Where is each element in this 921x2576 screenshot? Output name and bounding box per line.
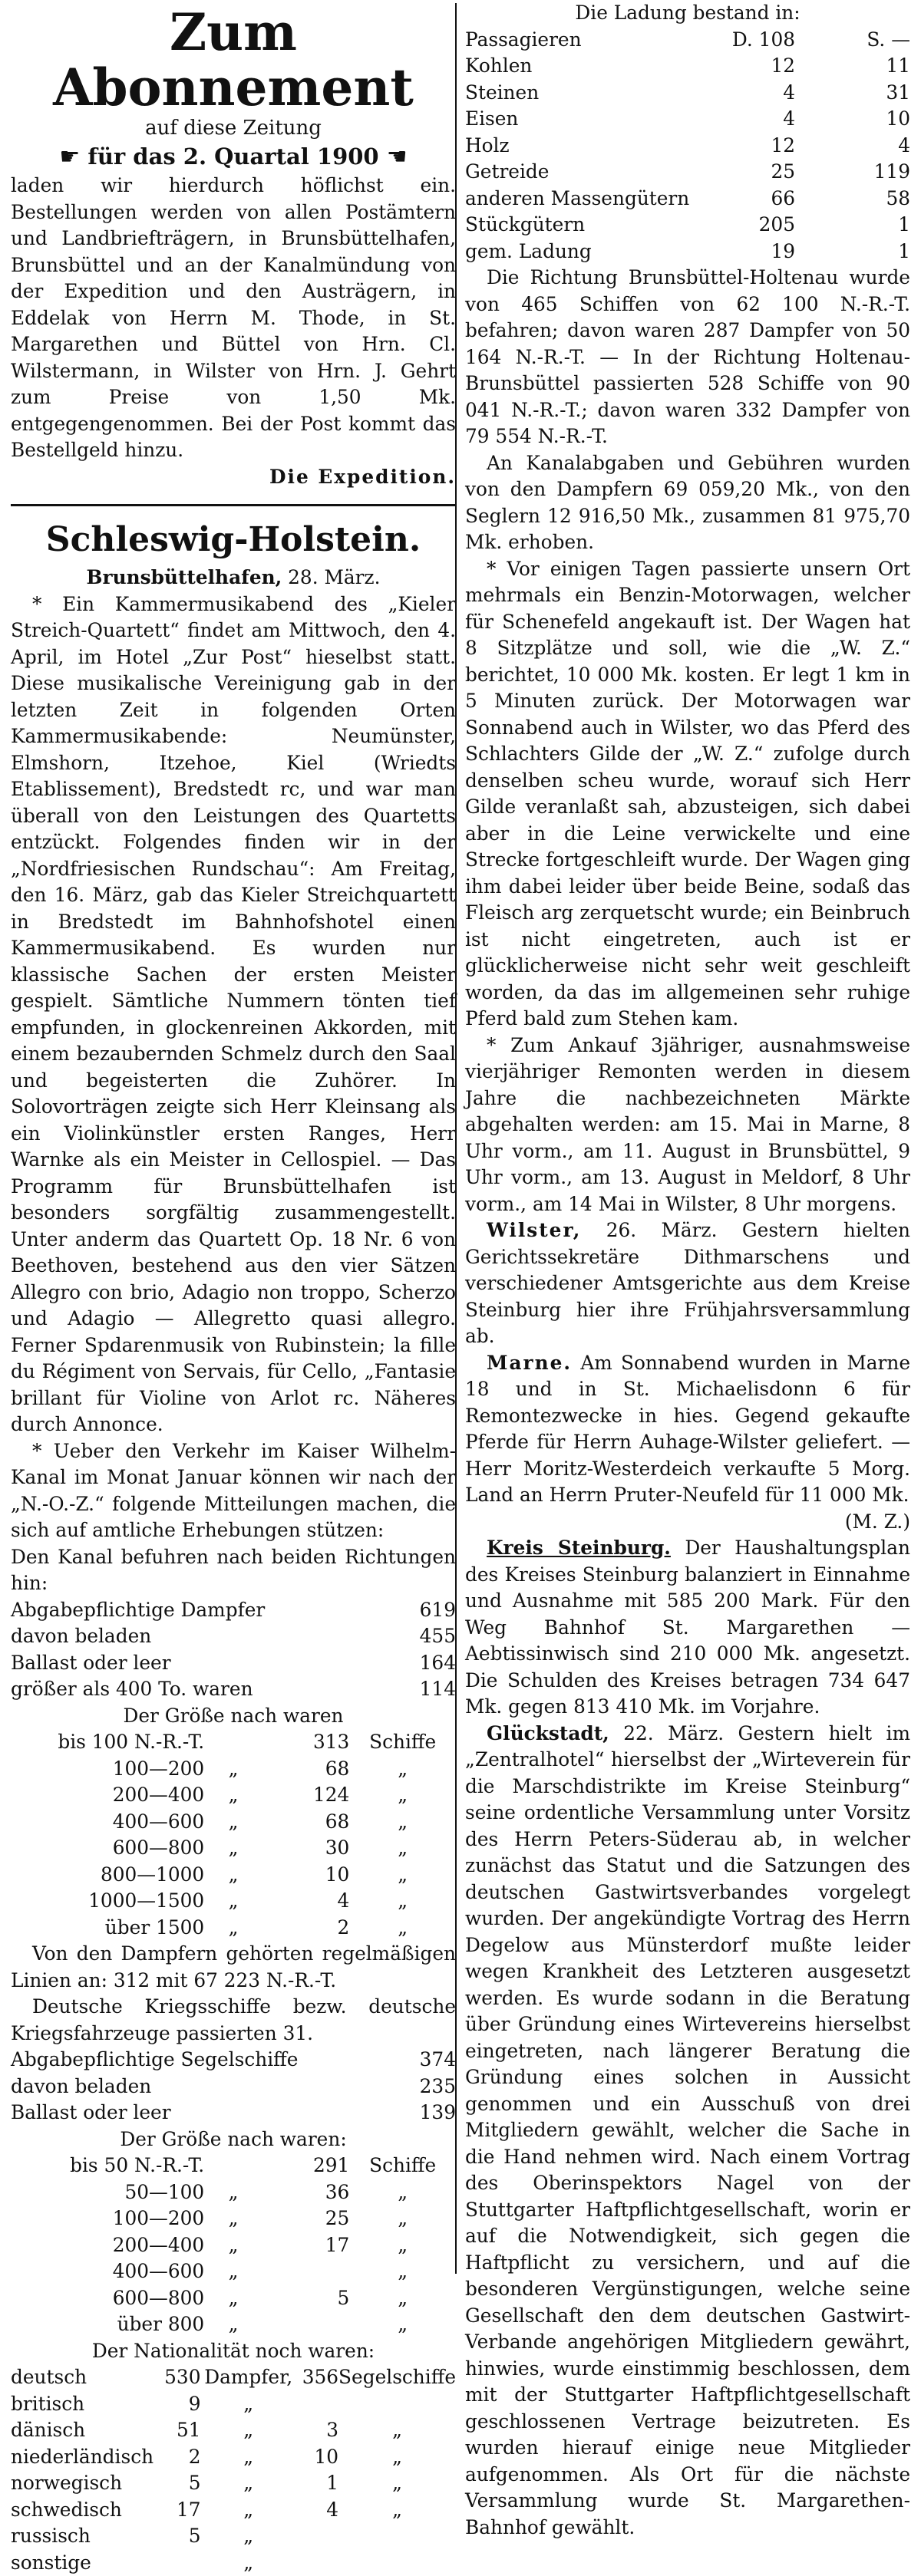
table-row xyxy=(11,1623,456,1650)
row-label: Abgabepflichtige Dampfer xyxy=(11,1597,400,1624)
size-unit: „ xyxy=(349,2179,456,2206)
table-row xyxy=(11,1915,456,1942)
glueckstadt-text: Gestern hielt im „Zentralhotel“ hierselbst der „Wirteverein für die Marschdistrikte im Kreise Steinburg“ seine ordentliche Versammlung unter Vorsitz des Herrn Peters-Süderau ab, in welcher zunächst das Statut und die Satzungen des deutschen Gastwirtsverbandes vorgelegt wurden. Der angekündigte Vortrag des Herrn Degelow aus Münsterdorf mußte leider wegen Krankheit des Letzteren ausgesetzt werden. Es wurde sodann in die Beratung über Gründung eines Wirtevereins hierselbst eingetreten, nach längerer Beratung die Gründung eines solchen in Aussicht genommen und ein Ausschuß von drei Mitgliedern gewählt, welcher die Sache in die Hand nehmen wird. Nach einem Vortrag des Oberinspektors Nagel von der Stuttgarter Haftpflichtgesellschaft, worin er auf die Notwendigkeit, sich gegen die Haftpflicht zu versichern, und auf die besonderen Vergünstigungen, welche seine Gesellschaft den dem deutschen Gastwirt-Verbande angehörigen Mitgliedern gewährt, hinwies, wurde einstimmig beschlossen, dem mit der Stuttgarter Haftpflichtgesellschaft geschlossenen Vertrage beizutreten. Es wurden hierauf einige neue Mitglieder aufgenommen. Als Ort für die nächste Versammlung wurde St. Margarethen-Bahnhof gewählt. xyxy=(465,1722,910,2538)
dateline xyxy=(11,565,456,591)
ladung-segel: 31 xyxy=(795,80,910,107)
size-unit: Schiffe xyxy=(349,1729,456,1756)
size-unit: „ xyxy=(349,1915,456,1942)
groesse-table xyxy=(11,1729,456,1941)
size-value xyxy=(262,2311,349,2338)
table-row xyxy=(465,27,910,54)
table-row xyxy=(465,133,910,160)
row-value: 139 xyxy=(406,2100,456,2126)
nation-dampfer: 9 xyxy=(154,2391,200,2418)
dampfer-table xyxy=(11,1597,456,1703)
nation-segel xyxy=(296,2391,338,2418)
size-range: bis 100 N.-R.-T. xyxy=(11,1729,204,1756)
right-column xyxy=(465,0,910,2541)
nation-name: schwedisch xyxy=(11,2497,154,2524)
richtung-text: Die Richtung Brunsbüttel-Holtenau wurde von 465 Schiffen von 62 100 N.-R.-T. befahren; davon waren 287 Dampfer von 50 164 N.-R.-T. — In der Richtung Holtenau-Brunsbüttel passierten 528 Schiffe von 90 041 N.-R.-T.; davon waren 332 Dampfer von 79 554 N.-R.-T. xyxy=(465,265,910,450)
section-rule xyxy=(11,504,456,506)
table-row xyxy=(11,2074,456,2100)
ladung-table xyxy=(465,27,910,265)
wilster-place: Wilster, xyxy=(487,1219,581,1241)
table-row xyxy=(11,1597,456,1624)
nation-name: deutsch xyxy=(11,2364,154,2391)
nation-segel: 10 xyxy=(296,2444,338,2471)
row-value: 114 xyxy=(400,1676,456,1703)
ladung-segel: 58 xyxy=(795,186,910,212)
ladung-dampfer: 12 xyxy=(695,133,795,160)
segel-groesse-heading: Der Größe nach waren: xyxy=(11,2126,456,2153)
ladung-heading: Die Ladung bestand in: xyxy=(465,0,910,27)
nation-dampfer-unit: „ xyxy=(201,2550,296,2576)
row-label: Ballast oder leer xyxy=(11,1650,400,1677)
nation-segel-unit: „ xyxy=(338,2470,456,2497)
nation-segel xyxy=(296,2523,338,2550)
size-value: 36 xyxy=(262,2179,349,2206)
subscription-body: laden wir hierdurch höflichst ein. Bestellungen werden von allen Postämtern und Landbriefträgern, in Brunsbüttelhafen, Brunsbüttel und an der Kanalmündung von der Expedition und den Austrägern, in Eddelak von Herrn M. Thode, in St. Margarethen und Büttel von Hrn. Cl. Wilstermann, in Wilster von Hrn. J. Gehrt zum Preise von 1,50 Mk. entgegengenommen. Bei der Post kommt das Bestellgeld hinzu. xyxy=(11,173,456,464)
steinburg-text: Der Haushaltungsplan des Kreises Steinburg balanziert in Einnahme und Ausnahme mit 585 200 Mark. Für den Weg Bahnhof St. Margarethen — Aebtissinwisch sind 210 000 Mk. angesetzt. Die Schulden des Kreises betragen 734 647 Mk. gegen 813 410 Mk. im Vorjahre. xyxy=(465,1537,910,1718)
ladung-dampfer: 205 xyxy=(695,212,795,239)
ladung-segel: 4 xyxy=(795,133,910,160)
nation-segel: 4 xyxy=(296,2497,338,2524)
nation-segel-unit xyxy=(338,2523,456,2550)
ladung-name: gem. Ladung xyxy=(465,239,695,265)
table-row xyxy=(11,2470,456,2497)
dateline-place: Brunsbüttelhafen, xyxy=(87,566,282,588)
article-wilster xyxy=(465,1217,910,1350)
size-value: 68 xyxy=(262,1756,349,1783)
segel-groesse-table xyxy=(11,2153,456,2338)
ladung-dampfer: 19 xyxy=(695,239,795,265)
table-row xyxy=(11,2285,456,2312)
marne-source: (M. Z.) xyxy=(465,1509,910,1536)
glueckstadt-place: Glückstadt, xyxy=(487,1722,609,1744)
nation-dampfer-unit: „ xyxy=(201,2417,296,2444)
row-value: 164 xyxy=(400,1650,456,1677)
ladung-name: Holz xyxy=(465,133,695,160)
table-row xyxy=(11,2232,456,2259)
size-unit: „ xyxy=(349,2232,456,2259)
ditto-mark: „ xyxy=(204,1782,262,1809)
groesse-heading: Der Größe nach waren xyxy=(11,1703,456,1730)
table-row xyxy=(465,106,910,133)
row-value: 235 xyxy=(406,2074,456,2100)
wilster-date: 26. März. xyxy=(606,1219,718,1241)
ladung-segel: 11 xyxy=(795,53,910,80)
ladung-dampfer: 25 xyxy=(695,159,795,186)
table-row xyxy=(11,1782,456,1809)
ladung-dampfer: 66 xyxy=(695,186,795,212)
ladung-name: anderen Massengütern xyxy=(465,186,695,212)
ladung-name: Getreide xyxy=(465,159,695,186)
nation-segel: 1 xyxy=(296,2470,338,2497)
ditto-mark: „ xyxy=(204,2258,262,2285)
ditto-mark: „ xyxy=(204,1888,262,1915)
table-row xyxy=(11,2311,456,2338)
size-value: 30 xyxy=(262,1835,349,1862)
table-row xyxy=(11,1676,456,1703)
nation-name: britisch xyxy=(11,2391,154,2418)
ditto-mark: „ xyxy=(204,1835,262,1862)
table-row xyxy=(11,1650,456,1677)
nation-segel-unit: Segelschiffe xyxy=(338,2364,456,2391)
nation-name: dänisch xyxy=(11,2417,154,2444)
kriegsschiffe-text: Deutsche Kriegsschiffe bezw. deutsche Kriegsfahrzeuge passierten 31. xyxy=(11,1994,456,2047)
size-range: 800—1000 xyxy=(11,1862,204,1889)
row-value: 374 xyxy=(406,2047,456,2074)
nation-dampfer: 17 xyxy=(154,2497,200,2524)
subscription-subheading: auf diese Zeitung xyxy=(11,115,456,141)
nation-dampfer-unit: Dampfer, xyxy=(201,2364,296,2391)
size-unit: „ xyxy=(349,1782,456,1809)
table-row xyxy=(11,1862,456,1889)
row-label: davon beladen xyxy=(11,1623,400,1650)
ladung-dampfer: 4 xyxy=(695,80,795,107)
ditto-mark: „ xyxy=(204,2205,262,2232)
wilster-text: Gestern hielten Gerichtssekretäre Dithmarschens und verschiedener Amtsgerichte aus dem Kreise Steinburg hier ihre Frühjahrsversammlung ab. xyxy=(465,1219,910,1347)
row-value: 619 xyxy=(400,1597,456,1624)
table-row xyxy=(11,1756,456,1783)
size-range: 50—100 xyxy=(11,2179,204,2206)
size-value: 4 xyxy=(262,1888,349,1915)
section-title: Schleswig-Holstein. xyxy=(11,517,456,563)
table-row xyxy=(11,2523,456,2550)
nation-dampfer-unit: „ xyxy=(201,2523,296,2550)
ditto-mark: „ xyxy=(204,2232,262,2259)
segel-table xyxy=(11,2047,456,2126)
nation-segel: 356 xyxy=(296,2364,338,2391)
size-unit: „ xyxy=(349,1835,456,1862)
subscription-signature: Die Expedition. xyxy=(11,464,456,491)
size-unit: Schiffe xyxy=(349,2153,456,2179)
kanal-intro: Den Kanal befuhren nach beiden Richtungen hin: xyxy=(11,1544,456,1597)
nation-segel-unit xyxy=(338,2391,456,2418)
size-unit: „ xyxy=(349,1888,456,1915)
marne-text: Am Sonnabend wurden in Marne 18 und in St. Michaelisdonn 6 für Remontezwecke in hies. Gegend gekaufte Pferde für Herrn Auhage-Wilster geliefert. — Herr Moritz-Westerdeich verkaufte 5 Morg. Land an Herrn Pruter-Neufeld für 11 000 Mk. xyxy=(465,1352,910,1507)
table-row xyxy=(11,2205,456,2232)
nation-dampfer-unit: „ xyxy=(201,2444,296,2471)
size-unit: „ xyxy=(349,2311,456,2338)
ladung-name: Eisen xyxy=(465,106,695,133)
article-kreis-steinburg xyxy=(465,1535,910,1721)
ditto-mark xyxy=(204,2153,262,2179)
size-value: 25 xyxy=(262,2205,349,2232)
size-unit: „ xyxy=(349,1862,456,1889)
nation-segel-unit: „ xyxy=(338,2417,456,2444)
table-row xyxy=(11,2497,456,2524)
article-remonten: * Zum Ankauf 3jähriger, ausnahmsweise vierjähriger Remonten werden in diesem Jahre die nachbezeichneten Märkte abgehalten werden: am 15. Mai in Marne, 8 Uhr vorm., am 11. August in Brunsbüttel, 9 Uhr vorm., am 13. August in Meldorf, 8 Uhr vorm., am 14 Mai in Wilster, 8 Uhr morgens. xyxy=(465,1033,910,1218)
size-range: 600—800 xyxy=(11,2285,204,2312)
size-range: 100—200 xyxy=(11,1756,204,1783)
ladung-segel: 10 xyxy=(795,106,910,133)
marne-place: Marne. xyxy=(487,1352,572,1374)
steinburg-place: Kreis Steinburg. xyxy=(487,1537,671,1559)
row-value: 455 xyxy=(400,1623,456,1650)
nation-name: russisch xyxy=(11,2523,154,2550)
nation-segel-unit xyxy=(338,2550,456,2576)
pointing-hand-right-icon: ☛ xyxy=(59,143,80,170)
table-row xyxy=(11,1835,456,1862)
nation-dampfer: 5 xyxy=(154,2470,200,2497)
row-label: größer als 400 To. waren xyxy=(11,1676,400,1703)
size-value: 291 xyxy=(262,2153,349,2179)
dateline-date: 28. März. xyxy=(288,566,380,588)
table-row xyxy=(11,2391,456,2418)
nation-name: sonstige xyxy=(11,2550,154,2576)
table-row xyxy=(465,80,910,107)
size-unit: „ xyxy=(349,2285,456,2312)
abgaben-text: An Kanalabgaben und Gebühren wurden von den Dampfern 69 059,20 Mk., von den Seglern 12 916,50 Mk., zusammen 81 975,70 Mk. erhoben. xyxy=(465,450,910,556)
size-range: 400—600 xyxy=(11,1809,204,1836)
nation-segel-unit: „ xyxy=(338,2497,456,2524)
size-range: 200—400 xyxy=(11,1782,204,1809)
table-row xyxy=(11,2444,456,2471)
ditto-mark: „ xyxy=(204,2311,262,2338)
nation-dampfer: 51 xyxy=(154,2417,200,2444)
nation-name: niederländisch xyxy=(11,2444,154,2471)
size-value xyxy=(262,2258,349,2285)
size-range: 200—400 xyxy=(11,2232,204,2259)
ditto-mark: „ xyxy=(204,1915,262,1942)
table-row xyxy=(11,2364,456,2391)
table-row xyxy=(11,2179,456,2206)
left-column xyxy=(11,0,456,2576)
size-range: 400—600 xyxy=(11,2258,204,2285)
nation-heading: Der Nationalität noch waren: xyxy=(11,2338,456,2365)
table-row xyxy=(11,2100,456,2126)
ditto-mark: „ xyxy=(204,2179,262,2206)
size-unit: „ xyxy=(349,2258,456,2285)
table-row xyxy=(465,159,910,186)
size-value: 124 xyxy=(262,1782,349,1809)
ditto-mark: „ xyxy=(204,1862,262,1889)
ladung-segel: 1 xyxy=(795,239,910,265)
size-unit: „ xyxy=(349,1809,456,1836)
article-kammermusik: * Ein Kammermusikabend des „Kieler Streich-Quartett“ findet am Mittwoch, den 4. April, im Hotel „Zur Post“ hieselbst statt. Diese musikalische Vereinigung gab in der letzten Zeit in folgenden Orten Kammermusikabende: Neumünster, Elmshorn, Itzehoe, Kiel (Wriedts Etablissement), Bredstedt rc, und war man überall von den Leistungen des Quartetts entzückt. Folgendes finden wir in der „Nordfriesischen Rundschau“: Am Freitag, den 16. März, gab das Kieler Streichquartett in Bredstedt im Bahnhofshotel einen Kammermusikabend. Es wurden nur klassische Sachen der ersten Meister gespielt. Sämtliche Nummern tönten tief empfunden, in glockenreinen Akkorden, mit einem bezaubernden Schmelz durch den Saal und begeisterten die Zuhörer. In Solovorträgen zeigte sich Herr Kleinsang als ein Violinkünstler ersten Ranges, Herr Warnke als ein Meister in Cellospiel. — Das Programm für Brunsbüttelhafen ist besonders sorgfältig zusammengestellt. Unter anderm das Quartett Op. 18 Nr. 6 von Beethoven, bestehend aus den vier Sätzen Allegro con brio, Adagio non troppo, Scherzo und Adagio — Allegretto quasi allegro. Ferner Spdarenmusik von Rubinstein; la fille du Régiment von Servais, für Cello, „Fantasie brillant für Violine von Arlot rc. Näheres durch Annonce. xyxy=(11,591,456,1438)
size-unit: „ xyxy=(349,1756,456,1783)
table-row xyxy=(11,2258,456,2285)
nation-name: norwegisch xyxy=(11,2470,154,2497)
nation-segel: 3 xyxy=(296,2417,338,2444)
ditto-mark xyxy=(204,1729,262,1756)
ladung-dampfer: 12 xyxy=(695,53,795,80)
ladung-segel: S. — xyxy=(795,27,910,54)
size-value: 10 xyxy=(262,1862,349,1889)
size-range: 100—200 xyxy=(11,2205,204,2232)
linien-text: Von den Dampfern gehörten regelmäßigen Linien an: 312 mit 67 223 N.-R.-T. xyxy=(11,1941,456,1994)
article-glueckstadt xyxy=(465,1721,910,2541)
row-label: Ballast oder leer xyxy=(11,2100,406,2126)
article-benzin-motorwagen: * Vor einigen Tagen passierte unsern Ort mehrmals ein Benzin-Motorwagen, welcher für Schenefeld angekauft ist. Der Wagen hat 8 Sitzplätze und soll, wie die „W. Z.“ berichtet, 10 000 Mk. kosten. Er legt 1 km in 5 Minuten zurück. Der Motorwagen war Sonnabend auch in Wilster, wo das Pferd des Schlachters Gilde der „W. Z.“ zufolge durch denselben scheu wurde, worauf sich Herr Gilde veranlaßt sah, abzusteigen, sich dabei aber in die Leine verwickelte und eine Strecke fortgeschleift wurde. Der Wagen ging ihm dabei leider über beide Beine, sodaß das Fleisch arg zerquetscht wurde; ein Beinbruch ist nicht eingetreten, auch ist er glücklicherweise nicht sehr weit geschleift worden, da das im allgemeinen sehr ruhige Pferd bald zum Stehen kam. xyxy=(465,556,910,1033)
article-marne xyxy=(465,1350,910,1509)
ditto-mark: „ xyxy=(204,1809,262,1836)
ladung-dampfer: D. 108 xyxy=(695,27,795,54)
table-row xyxy=(11,2047,456,2074)
size-range: über 1500 xyxy=(11,1915,204,1942)
subscription-quarter xyxy=(11,141,456,173)
ladung-segel: 119 xyxy=(795,159,910,186)
pointing-hand-left-icon: ☚ xyxy=(387,143,408,170)
size-range: 600—800 xyxy=(11,1835,204,1862)
size-value: 17 xyxy=(262,2232,349,2259)
size-value: 313 xyxy=(262,1729,349,1756)
table-row xyxy=(11,2550,456,2576)
table-row xyxy=(11,1729,456,1756)
nation-table xyxy=(11,2364,456,2576)
table-row xyxy=(11,2153,456,2179)
size-range: über 800 xyxy=(11,2311,204,2338)
nation-dampfer: 530 xyxy=(154,2364,200,2391)
ladung-name: Kohlen xyxy=(465,53,695,80)
size-range: 1000—1500 xyxy=(11,1888,204,1915)
row-label: Abgabepflichtige Segelschiffe xyxy=(11,2047,406,2074)
size-unit: „ xyxy=(349,2205,456,2232)
nation-segel xyxy=(296,2550,338,2576)
article-kanalverkehr: * Ueber den Verkehr im Kaiser Wilhelm-Kanal im Monat Januar können wir nach der „N.-O.-Z.“ folgende Mitteilungen machen, die sich auf amtliche Erhebungen stützen: xyxy=(11,1438,456,1544)
nation-dampfer: 5 xyxy=(154,2523,200,2550)
table-row xyxy=(11,1809,456,1836)
nation-segel-unit: „ xyxy=(338,2444,456,2471)
size-value: 2 xyxy=(262,1915,349,1942)
subscription-heading: Zum Abonnement xyxy=(11,5,456,115)
ditto-mark: „ xyxy=(204,2285,262,2312)
nation-dampfer-unit: „ xyxy=(201,2497,296,2524)
ladung-dampfer: 4 xyxy=(695,106,795,133)
nation-dampfer: 2 xyxy=(154,2444,200,2471)
ladung-segel: 1 xyxy=(795,212,910,239)
size-range: bis 50 N.-R.-T. xyxy=(11,2153,204,2179)
table-row xyxy=(465,239,910,265)
nation-dampfer-unit: „ xyxy=(201,2470,296,2497)
table-row xyxy=(465,212,910,239)
quarter-label: für das 2. Quartal 1900 xyxy=(87,143,378,170)
ladung-name: Passagieren xyxy=(465,27,695,54)
ladung-name: Stückgütern xyxy=(465,212,695,239)
ditto-mark: „ xyxy=(204,1756,262,1783)
nation-dampfer xyxy=(154,2550,200,2576)
table-row xyxy=(465,186,910,212)
size-value: 5 xyxy=(262,2285,349,2312)
table-row xyxy=(11,1888,456,1915)
ladung-name: Steinen xyxy=(465,80,695,107)
table-row xyxy=(465,53,910,80)
glueckstadt-date: 22. März. xyxy=(623,1722,724,1744)
size-value: 68 xyxy=(262,1809,349,1836)
table-row xyxy=(11,2417,456,2444)
row-label: davon beladen xyxy=(11,2074,406,2100)
nation-dampfer-unit: „ xyxy=(201,2391,296,2418)
